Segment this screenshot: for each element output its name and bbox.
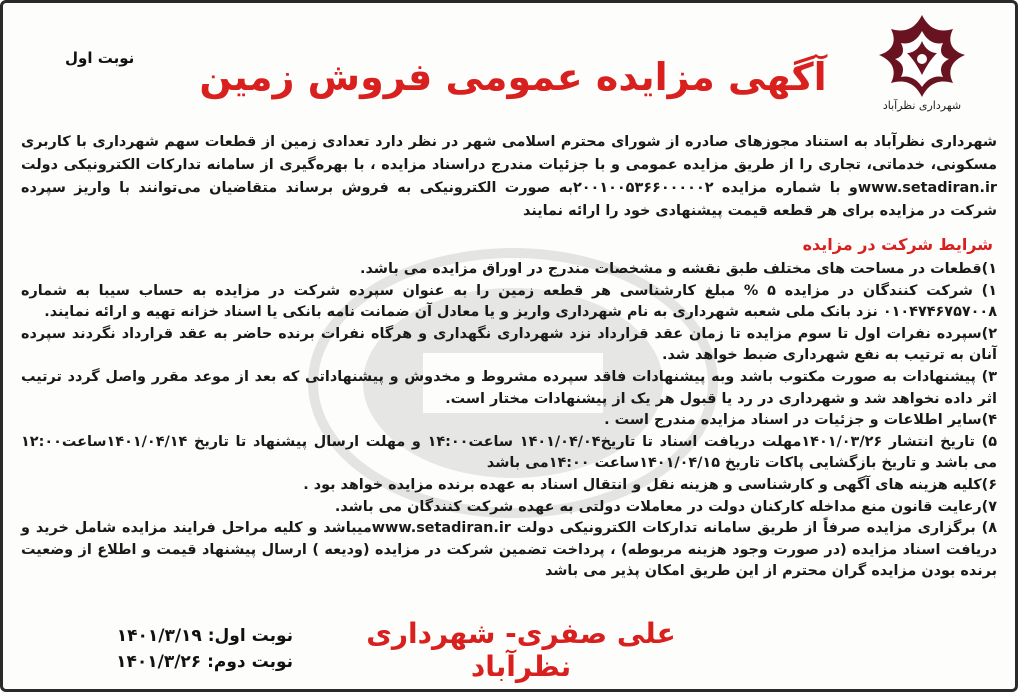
condition-item: ۷)رعایت قانون منع مداخله کارکنان دولت در معاملات دولتی به عهده شرکت کنندگان می باشد. [334,498,997,515]
intro-paragraph: شهرداری نظرآباد به استناد مجوزهای صادره از شورای محترم اسلامی شهر در نظر دارد تعدادی زمین از قطعات سهم شهرداری با کاربری مسکونی، خدماتی، تجاری را از طریق مزایده عمومی و با جزئیات مندرج دراسناد مزایده ، با بهره‌گیری از سامانه تدارکات الکترونیکی دولت www.setadiran.irو با شماره مزایده ۲۰۰۱۰۰۵۳۶۶۰۰۰۰۰۲به صورت الکترونیکی به فروش برساند متقاضیان می‌توانند با واریز سپرده شرکت در مزایده برای هر قطعه قیمت پیشنهادی خود را ارائه نمایند [21,134,997,219]
condition-item: ۸) برگزاری مزایده صرفاً از طریق سامانه تدارکات الکترونیکی دولت www.setadiran.irمیباشد و کلیه مراحل فرایند مزایده شامل خرید و دریافت اسناد مزایده (در صورت وجود هزینه مربوطه) ، پرداخت تضمین شرکت در مزایده (ودیعه ) ارسال پیشنهاد قیمت و اطلاع از وضعیت برنده بودن مزایده گران محترم از این طریق امکان پذیر می باشد [21,520,997,580]
condition-item: ۶)کلیه هزینه های آگهی و کارشناسی و هزینه نقل و انتقال اسناد به عهده برنده مزایده خواهد بود . [303,476,997,493]
first-publication-date: نوبت اول: ۱۴۰۱/۳/۱۹ [116,626,293,646]
nazarabad-emblem-icon [867,11,977,103]
condition-item: ۲)سپرده نفرات اول تا سوم مزایده تا زمان عقد قرارداد نزد شهرداری نگهداری و هرگاه نفرات برنده حاضر به عقد قرارداد نگردند سپرده آنان به ترتیب به نفع شهرداری ضبط خواهد شد. [21,325,997,364]
condition-item: ۱) شرکت کنندگان در مزایده ۵ % مبلغ کارشناسی هر قطعه زمین را به عنوان سپرده شرکت در مزایده به حساب سیبا به شماره ۰۱۰۴۷۴۶۷۵۷۰۰۸ نزد بانک ملی شعبه شهرداری به نام شهرداری واریز و یا معادل آن ضمانت نامه بانکی یا اسناد خزانه تهیه و ارائه نمایند. [21,282,997,321]
signature: علی صفری- شهرداری نظرآباد [366,617,676,683]
condition-item: ۵) تاریخ انتشار ۱۴۰۱/۰۳/۲۶مهلت دریافت اسناد تا تاریخ۱۴۰۱/۰۴/۰۴ ساعت۱۴:۰۰ و مهلت ارسال پیشنهاد تا تاریخ ۱۴۰۱/۰۴/۱۴ساعت۱۲:۰۰ می باشد و تاریخ بازگشایی پاکات تاریخ ۱۴۰۱/۰۴/۱۵ساعت ۱۴:۰۰می باشد [21,433,997,472]
condition-item: ۴)سایر اطلاعات و جزئیات در اسناد مزایده مندرج است . [604,412,997,429]
conditions-list [21,259,997,583]
condition-item: ۳) پیشنهادات به صورت مکتوب باشد وبه پیشنهادات فاقد سپرده مشروط و مخدوش و پیشنهاداتی که بعد از موعد مقرر واصل گردد ترتیب اثر داده نخواهد شد و شهرداری در رد یا قبول هر یک از پیشنهادات مختار است. [21,368,997,407]
municipality-logo [847,11,997,131]
logo-caption: شهرداری نظرآباد [882,99,962,112]
second-publication-date: نوبت دوم: ۱۴۰۱/۳/۲۶ [116,652,293,672]
publication-dates [63,623,293,675]
nobat-label: نوبت اول [65,49,135,67]
ad-title: آگهی مزایده عمومی فروش زمین [199,55,827,99]
condition-item: ۱)قطعات در مساحت های مختلف طبق نقشه و مشخصات مندرج در اوراق مزایده می باشد. [360,261,997,277]
conditions-heading: شرایط شرکت در مزایده [802,235,993,254]
